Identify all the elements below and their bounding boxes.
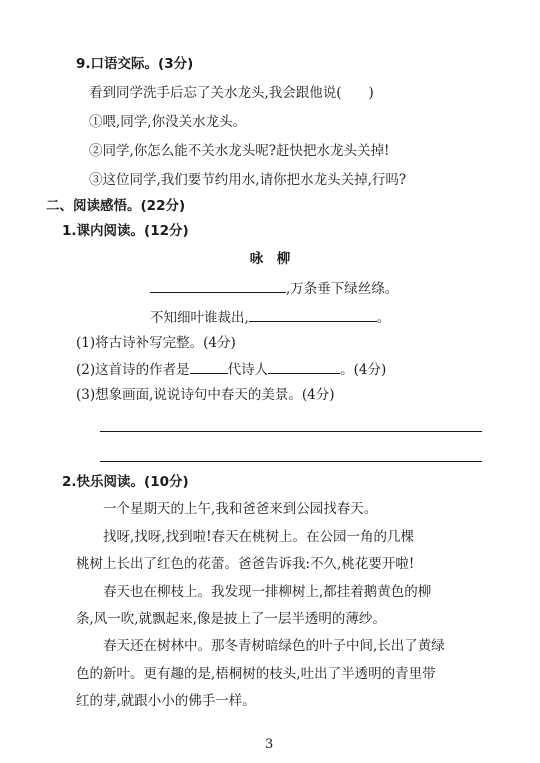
question-9-option-2: ②同学,你怎么能不关水龙头呢?赶快把水龙头关掉! bbox=[89, 143, 390, 159]
poem-line-2-end: 。 bbox=[376, 310, 391, 326]
page-number: 3 bbox=[265, 737, 274, 752]
reading-1-title: 1.课内阅读。(12分) bbox=[62, 223, 189, 239]
reading-1-q2-part-c: 。(4分) bbox=[340, 362, 387, 378]
poem-blank-1[interactable] bbox=[150, 279, 286, 293]
reading-1-q1: (1)将古诗补写完整。(4分) bbox=[76, 335, 236, 351]
reading-1-q2-part-b: 代诗人 bbox=[227, 362, 269, 378]
author-name-blank[interactable] bbox=[268, 360, 340, 374]
passage-line: 红的芽,就跟小小的佛手一样。 bbox=[76, 693, 256, 709]
passage-line: 桃树上长出了红色的花蕾。爸爸告诉我:不久,桃花要开啦! bbox=[76, 556, 415, 572]
question-9-option-1: ①喂,同学,你没关水龙头。 bbox=[89, 114, 247, 130]
poem-blank-2[interactable] bbox=[249, 308, 377, 322]
poem-line-2-text: 不知细叶谁裁出, bbox=[150, 310, 249, 326]
passage-line: 春天也在柳枝上。我发现一排柳树上,都挂着鹅黄色的柳 bbox=[103, 584, 432, 600]
reading-1-q2-part-a: (2)这首诗的作者是 bbox=[76, 362, 190, 378]
section-2-title: 二、阅读感悟。(22分) bbox=[46, 198, 186, 214]
reading-1-q2 bbox=[76, 360, 386, 379]
reading-2-title: 2.快乐阅读。(10分) bbox=[62, 474, 189, 490]
answer-line-2[interactable] bbox=[100, 461, 482, 462]
poem-title: 咏 柳 bbox=[249, 251, 291, 267]
answer-line-1[interactable] bbox=[100, 431, 482, 432]
passage-line: 一个星期天的上午,我和爸爸来到公园找春天。 bbox=[103, 501, 378, 517]
question-9-title: 9.口语交际。(3分) bbox=[76, 56, 194, 72]
passage-line: 春天还在树林中。那冬青树暗绿色的叶子中间,长出了黄绿 bbox=[103, 638, 445, 654]
question-9-prompt: 看到同学洗手后忘了关水龙头,我会跟他说( ) bbox=[89, 85, 374, 101]
question-9-option-3: ③这位同学,我们要节约用水,请你把水龙头关掉,行吗? bbox=[89, 172, 407, 188]
author-dynasty-blank[interactable] bbox=[190, 360, 228, 374]
passage-line: 色的新叶。更有趣的是,梧桐树的枝头,吐出了半透明的青里带 bbox=[76, 666, 436, 682]
passage-line: 找呀,找呀,找到啦!春天在桃树上。在公园一角的几棵 bbox=[103, 529, 415, 545]
poem-line-2 bbox=[150, 308, 390, 327]
passage-line: 条,风一吹,就飘起来,像是披上了一层半透明的薄纱。 bbox=[76, 611, 386, 627]
poem-line-1 bbox=[150, 279, 398, 298]
reading-1-q3: (3)想象画面,说说诗句中春天的美景。(4分) bbox=[76, 387, 335, 403]
poem-line-1-text: ,万条垂下绿丝绦。 bbox=[286, 281, 399, 297]
